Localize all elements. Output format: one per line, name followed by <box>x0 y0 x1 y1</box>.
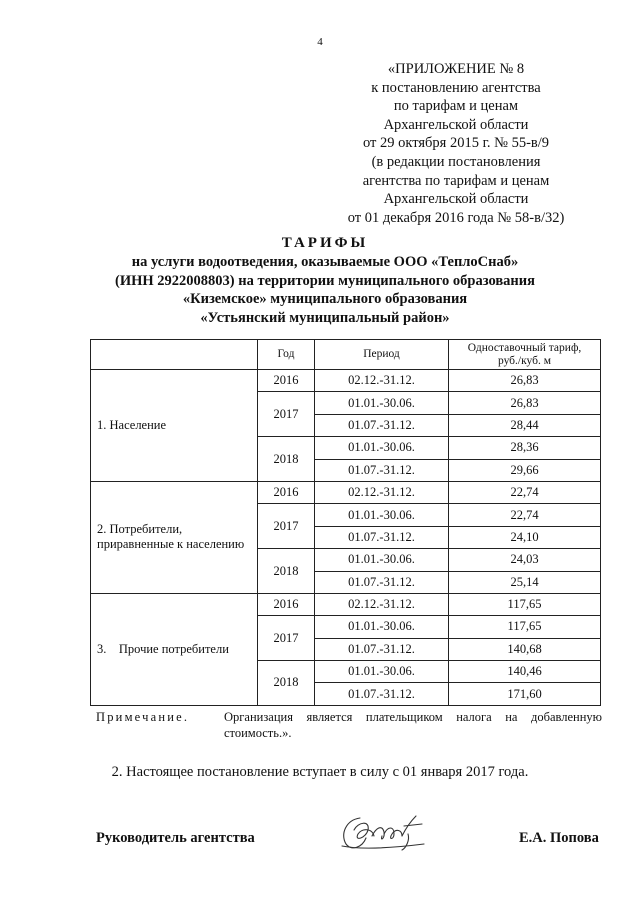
period-cell: 02.12.-31.12. <box>315 593 449 615</box>
note-text: Организация является плательщиком налога на добавленную стоимость.». <box>224 710 602 740</box>
appendix-line: (в редакции постановления <box>371 153 541 170</box>
tariff-cell: 26,83 <box>449 370 601 392</box>
period-cell: 02.12.-31.12. <box>315 481 449 503</box>
appendix-line: к постановлению агентства <box>371 79 541 96</box>
title-line: (ИНН 2922008803) на территории муниципального образования <box>115 272 535 289</box>
header-tariff-line1: Одноставочный тариф, <box>467 341 582 354</box>
signatory-role: Руководитель агентства <box>96 830 255 846</box>
year-cell: 2018 <box>258 549 315 594</box>
appendix-line: агентства по тарифам и ценам <box>362 172 550 189</box>
period-cell: 01.01.-30.06. <box>315 392 449 414</box>
appendix-line: Архангельской области <box>383 116 529 133</box>
year-cell: 2017 <box>258 392 315 437</box>
period-cell: 01.07.-31.12. <box>315 414 449 436</box>
tariff-cell: 140,68 <box>449 638 601 660</box>
period-cell: 01.07.-31.12. <box>315 683 449 705</box>
header-category <box>91 340 258 370</box>
tariff-cell: 24,10 <box>449 526 601 548</box>
title-heading: ТАРИФЫ <box>281 235 369 251</box>
group-label: 3. Прочие потребители <box>91 593 258 705</box>
header-tariff <box>449 340 601 370</box>
year-cell: 2018 <box>258 437 315 482</box>
header-tariff-line2: руб./куб. м <box>497 354 552 367</box>
page-number: 4 <box>317 36 323 48</box>
period-cell: 01.01.-30.06. <box>315 616 449 638</box>
period-cell: 01.01.-30.06. <box>315 661 449 683</box>
title-line: «Устьянский муниципальный район» <box>200 310 450 327</box>
signatory-name: Е.А. Попова <box>519 830 599 846</box>
tariff-cell: 29,66 <box>449 459 601 481</box>
title-line: «Киземское» муниципального образования <box>182 291 468 308</box>
tariff-cell: 140,46 <box>449 661 601 683</box>
period-cell: 01.01.-30.06. <box>315 549 449 571</box>
title-line: на услуги водоотведения, оказываемые ООО «ТеплоСнаб» <box>131 253 519 270</box>
appendix-line: от 01 декабря 2016 года № 58-в/32) <box>347 209 565 226</box>
tariff-table <box>90 339 601 706</box>
period-cell: 01.07.-31.12. <box>315 571 449 593</box>
clause-text: 2. Настоящее постановление вступает в силу с 01 января 2017 года. <box>111 764 529 780</box>
period-cell: 01.07.-31.12. <box>315 526 449 548</box>
year-cell: 2018 <box>258 661 315 706</box>
tariff-cell: 28,44 <box>449 414 601 436</box>
tariff-cell: 26,83 <box>449 392 601 414</box>
tariff-cell: 24,03 <box>449 549 601 571</box>
period-cell: 01.07.-31.12. <box>315 638 449 660</box>
year-cell: 2016 <box>258 481 315 503</box>
group-label: 2. Потребители, приравненные к населению <box>91 481 258 593</box>
table-row <box>91 370 601 392</box>
year-cell: 2017 <box>258 616 315 661</box>
table-header-row <box>91 340 601 370</box>
document-title <box>60 234 590 328</box>
period-cell: 01.07.-31.12. <box>315 459 449 481</box>
period-cell: 02.12.-31.12. <box>315 370 449 392</box>
year-cell: 2017 <box>258 504 315 549</box>
appendix-header <box>330 60 582 227</box>
header-period: Период <box>315 340 449 370</box>
period-cell: 01.01.-30.06. <box>315 504 449 526</box>
tariff-cell: 22,74 <box>449 481 601 503</box>
period-cell: 01.01.-30.06. <box>315 437 449 459</box>
tariff-cell: 117,65 <box>449 616 601 638</box>
year-cell: 2016 <box>258 370 315 392</box>
appendix-line: от 29 октября 2015 г. № 55-в/9 <box>362 135 550 152</box>
header-year: Год <box>258 340 315 370</box>
appendix-line: «ПРИЛОЖЕНИЕ № 8 <box>387 61 525 77</box>
tariff-cell: 25,14 <box>449 571 601 593</box>
group-label: 1. Население <box>91 370 258 482</box>
handwritten-signature <box>332 804 432 860</box>
tariff-cell: 171,60 <box>449 683 601 705</box>
table-row <box>91 481 601 503</box>
appendix-line: Архангельской области <box>383 191 529 208</box>
year-cell: 2016 <box>258 593 315 615</box>
appendix-line: по тарифам и ценам <box>393 98 519 115</box>
tariff-cell: 22,74 <box>449 504 601 526</box>
tariff-cell: 117,65 <box>449 593 601 615</box>
table-row <box>91 593 601 615</box>
tariff-cell: 28,36 <box>449 437 601 459</box>
note-label: Примечание. <box>96 710 190 724</box>
